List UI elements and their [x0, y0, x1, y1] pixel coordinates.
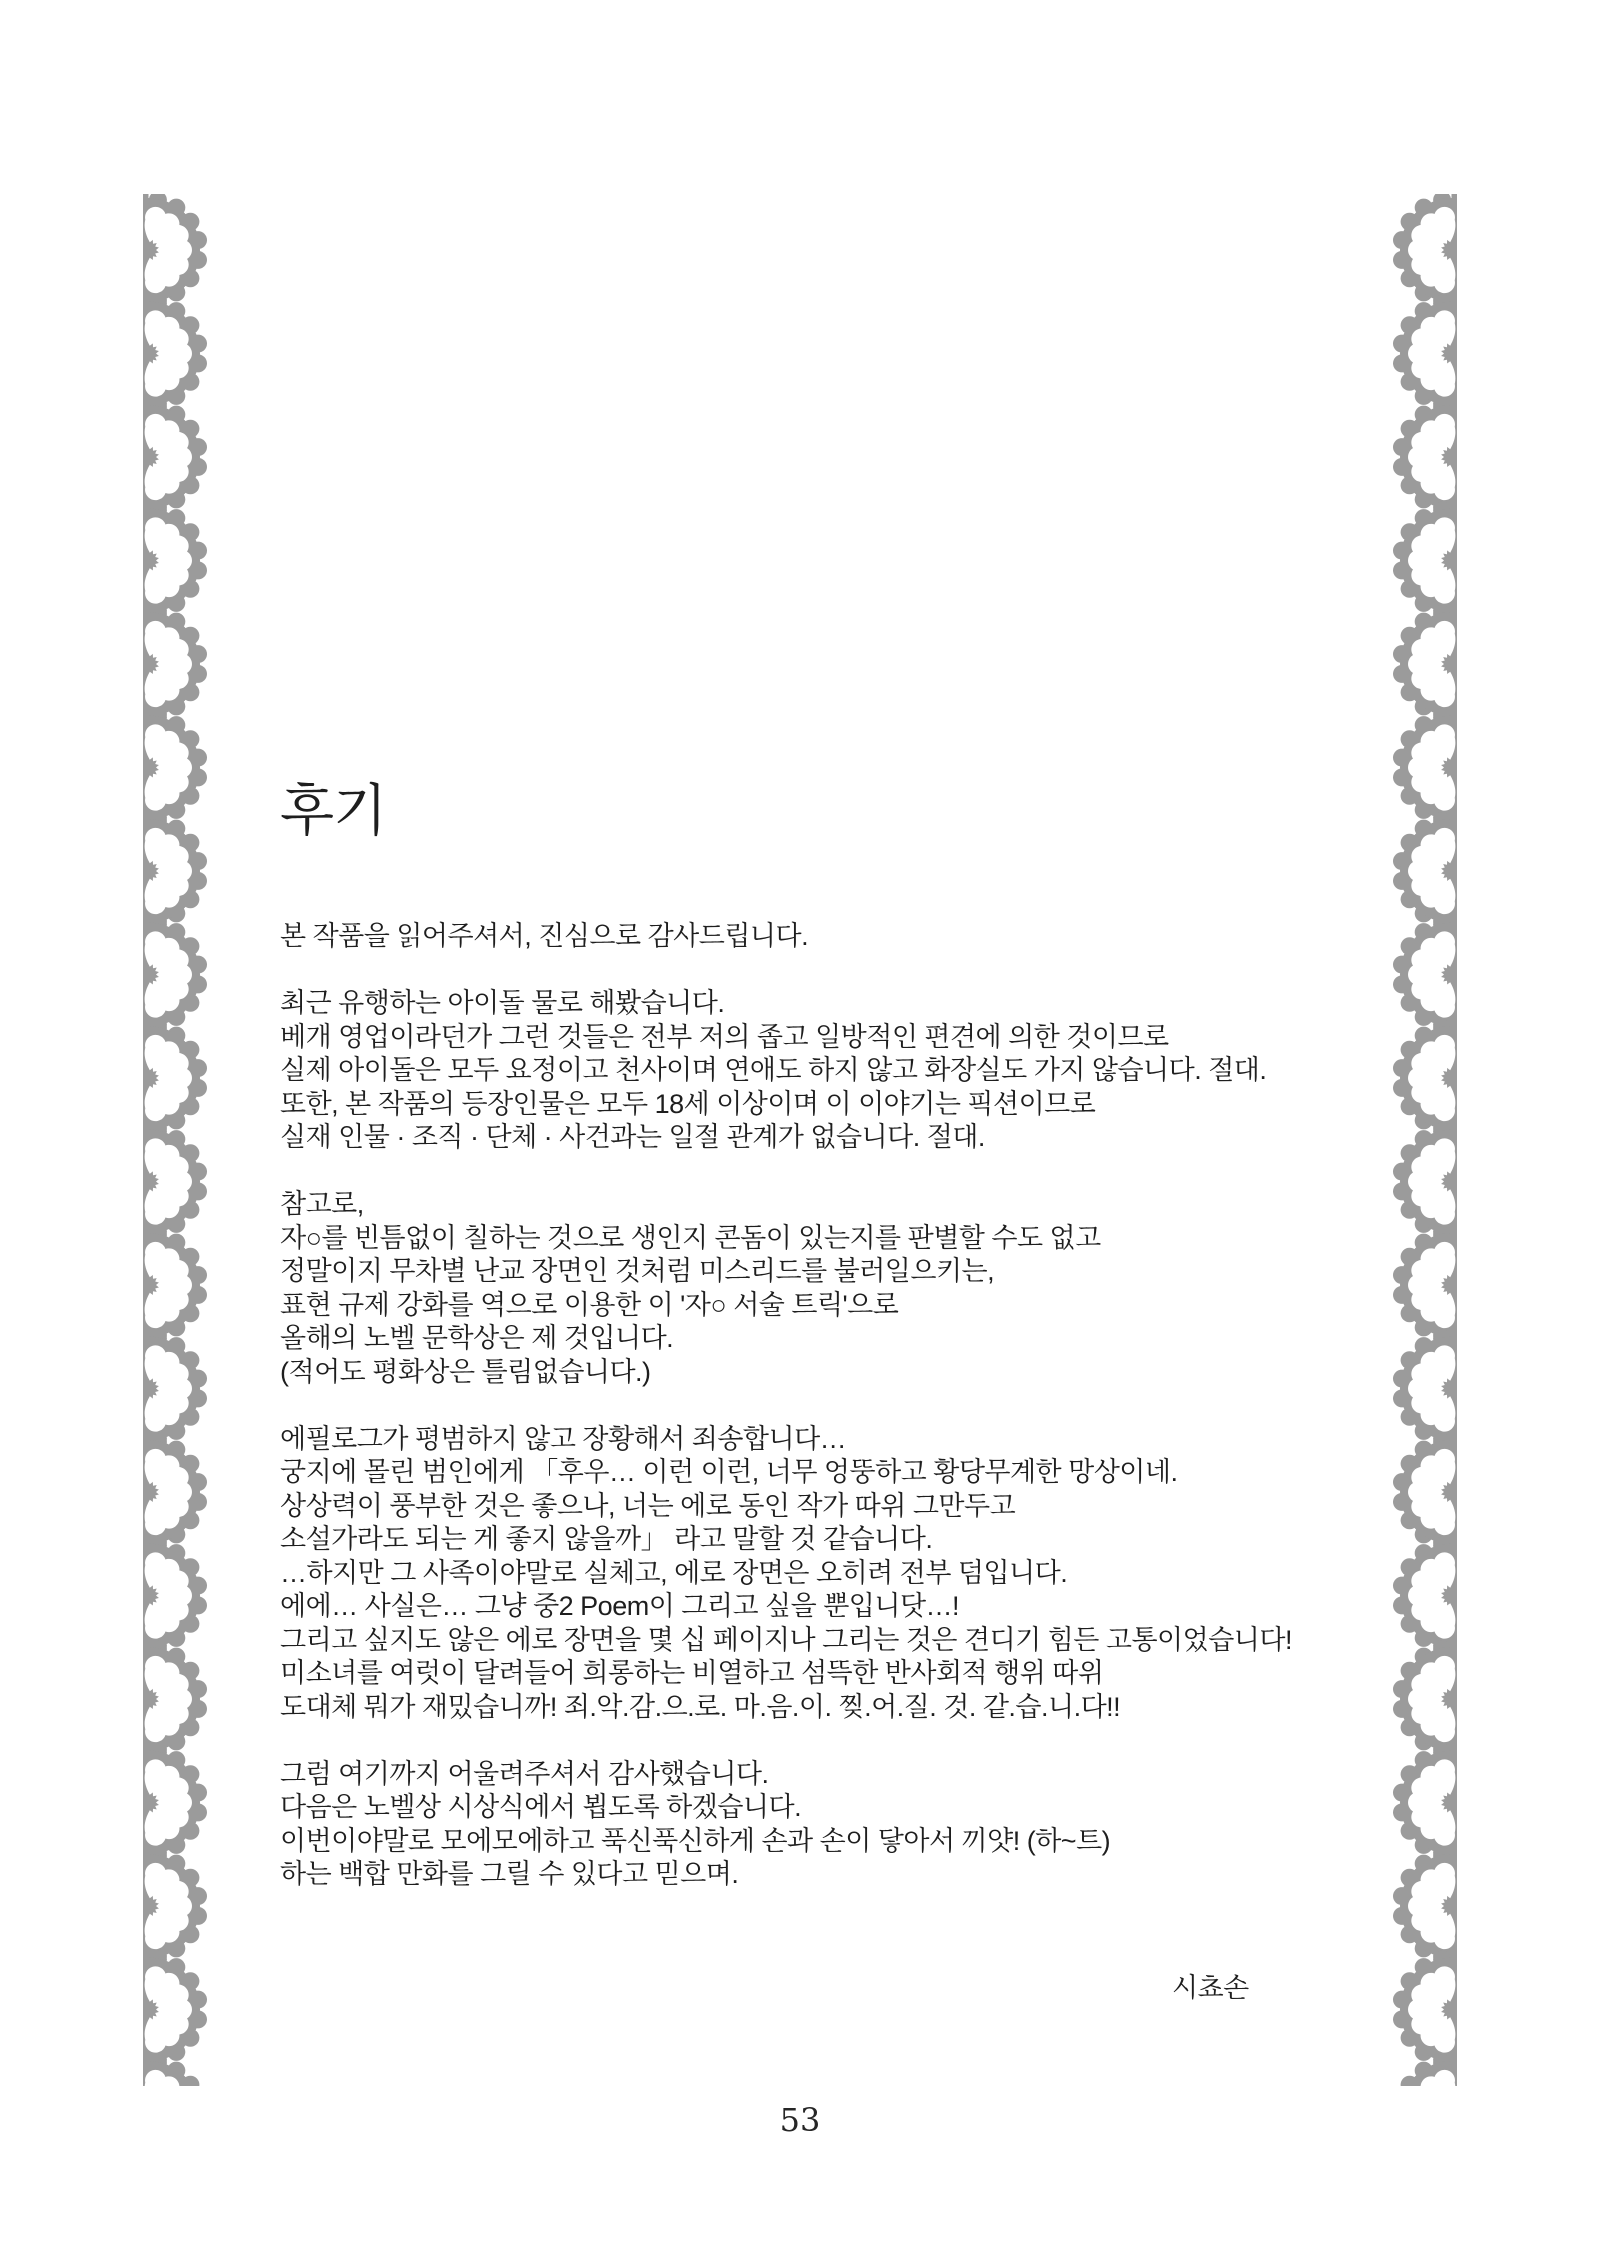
text-line: 에필로그가 평범하지 않고 장황해서 죄송합니다…	[280, 1423, 847, 1454]
text-line: 궁지에 몰린 범인에게 「후우… 이런 이런, 너무 엉뚱하고 황당무계한 망상이네.	[280, 1457, 1178, 1487]
text-line: 미소녀를 여럿이 달려들어 희롱하는 비열하고 섬뜩한 반사회적 행위 따위	[280, 1658, 1104, 1688]
text-line: 도대체 뭐가 재밌습니까! 죄.악.감.으.로. 마.음.이. 찢.어.질. 것. 같.습.니.다!!	[280, 1691, 1121, 1722]
text-line: 이번이야말로 모에모에하고 푹신푹신하게 손과 손이 닿아서 끼얏! (하~트)	[280, 1825, 1111, 1856]
text-line: 베개 영업이라던가 그런 것들은 전부 저의 좁고 일방적인 편견에 의한 것이므로	[280, 1021, 1169, 1052]
page-number: 53	[779, 2101, 821, 2139]
paragraph-thanks	[280, 920, 1410, 954]
text-line: 상상력이 풍부한 것은 좋으나, 너는 에로 동인 작가 따위 그만두고	[280, 1490, 1016, 1521]
paragraph-farewell	[280, 1758, 1410, 1892]
paragraph-trick-note	[280, 1188, 1410, 1389]
text-line: 표현 규제 강화를 역으로 이용한 이 '자○ 서술 트릭'으로	[280, 1289, 899, 1320]
text-line: 하는 백합 만화를 그릴 수 있다고 믿으며.	[280, 1859, 739, 1889]
text-line: 실제 아이돌은 모두 요정이고 천사이며 연애도 하지 않고 화장실도 가지 않습니다. 절대.	[280, 1055, 1267, 1085]
text-line: 실재 인물 · 조직 · 단체 · 사건과는 일절 관계가 없습니다. 절대.	[280, 1122, 985, 1152]
text-line: (적어도 평화상은 틀림없습니다.)	[280, 1356, 651, 1387]
text-line: 그리고 싶지도 않은 에로 장면을 몇 십 페이지나 그리는 것은 견디기 힘든 고통이었습니다!	[280, 1624, 1292, 1655]
afterword-title: 후기	[280, 779, 387, 842]
afterword-body	[280, 920, 1410, 1892]
text-line: 에에… 사실은… 그냥 중2 Poem이 그리고 싶을 뿐입니닷…!	[280, 1591, 960, 1621]
text-line: 올해의 노벨 문학상은 제 것입니다.	[280, 1323, 674, 1353]
text-line: 본 작품을 읽어주셔서, 진심으로 감사드립니다.	[280, 921, 809, 951]
lace-border-left-icon	[143, 194, 209, 2086]
text-line: 최근 유행하는 아이돌 물로 해봤습니다.	[280, 988, 725, 1018]
author-signature: 시쵸손	[1172, 1973, 1249, 2003]
text-line: 다음은 노벨상 시상식에서 뵙도록 하겠습니다.	[280, 1792, 802, 1822]
paragraph-epilogue-apology	[280, 1423, 1410, 1725]
text-line: 정말이지 무차별 난교 장면인 것처럼 미스리드를 불러일으키는,	[280, 1256, 995, 1286]
paragraph-idol-disclaimer	[280, 987, 1410, 1155]
text-line: 그럼 여기까지 어울려주셔서 감사했습니다.	[280, 1758, 769, 1789]
text-line: 자○를 빈틈없이 칠하는 것으로 생인지 콘돔이 있는지를 판별할 수도 없고	[280, 1222, 1101, 1253]
text-line: …하지만 그 사족이야말로 실체고, 에로 장면은 오히려 전부 덤입니다.	[280, 1557, 1068, 1588]
text-line: 또한, 본 작품의 등장인물은 모두 18세 이상이며 이 이야기는 픽션이므로	[280, 1088, 1096, 1119]
text-line: 참고로,	[280, 1189, 364, 1219]
text-line: 소설가라도 되는 게 좋지 않을까」 라고 말할 것 같습니다.	[280, 1524, 933, 1554]
